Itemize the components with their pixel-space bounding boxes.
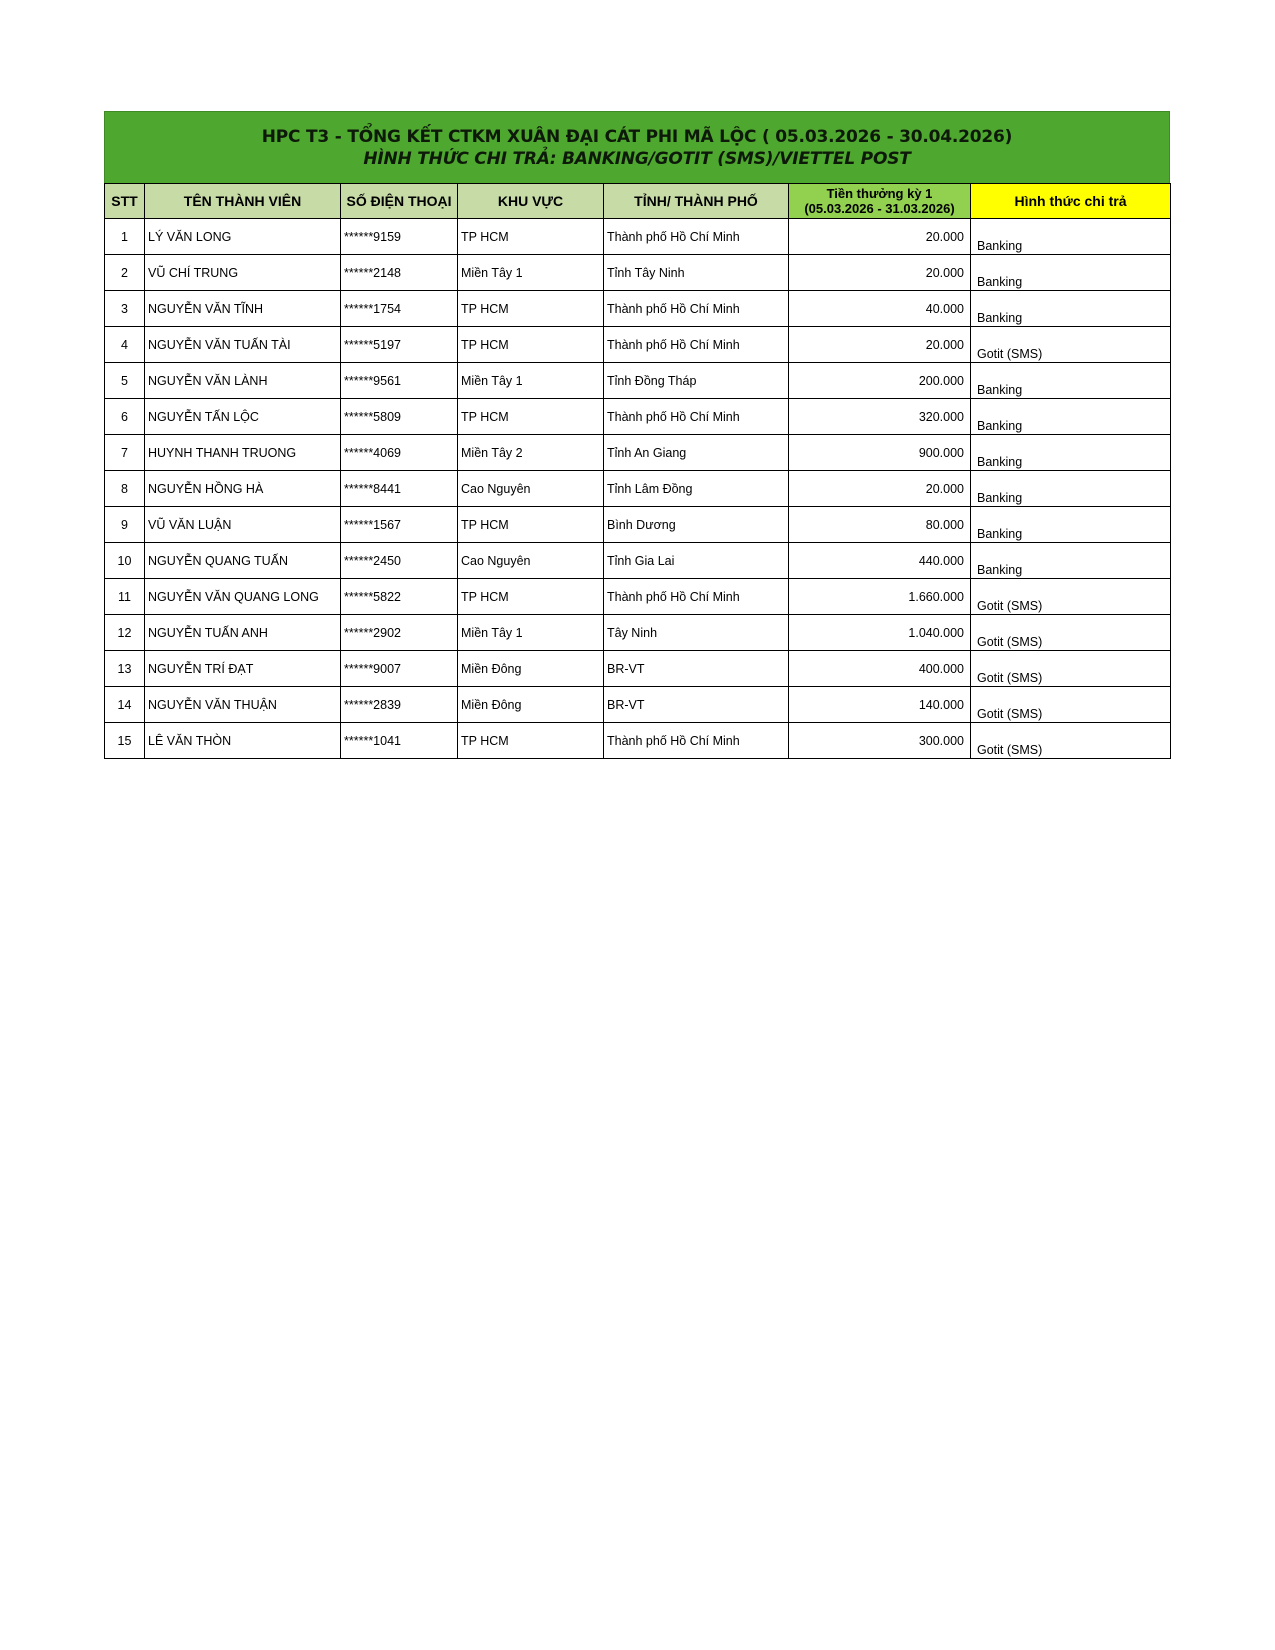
table-row (105, 291, 1171, 327)
amount-header-line2: (05.03.2026 - 31.03.2026) (804, 201, 955, 216)
cell-payment-method: Banking (971, 507, 1171, 543)
table-header-row (105, 184, 1171, 219)
cell-payment-method: Gotit (SMS) (971, 615, 1171, 651)
cell-amount: 900.000 (789, 435, 971, 471)
cell-phone: ******2450 (341, 543, 458, 579)
cell-phone: ******9561 (341, 363, 458, 399)
table-row (105, 579, 1171, 615)
column-header-region: KHU VỰC (458, 184, 604, 219)
cell-province: Tỉnh Đồng Tháp (604, 363, 789, 399)
cell-province: BR-VT (604, 687, 789, 723)
cell-region: TP HCM (458, 723, 604, 759)
table-row (105, 651, 1171, 687)
cell-amount: 200.000 (789, 363, 971, 399)
cell-province: Thành phố Hồ Chí Minh (604, 723, 789, 759)
cell-phone: ******9159 (341, 219, 458, 255)
cell-stt: 10 (105, 543, 145, 579)
cell-stt: 14 (105, 687, 145, 723)
table-row (105, 363, 1171, 399)
cell-payment-method: Banking (971, 399, 1171, 435)
cell-member-name: NGUYỄN TUẤN ANH (145, 615, 341, 651)
cell-payment-method: Banking (971, 543, 1171, 579)
table-row (105, 399, 1171, 435)
table-row (105, 435, 1171, 471)
column-header-amount (789, 184, 971, 219)
reward-summary-sheet (104, 111, 1170, 759)
table-row (105, 327, 1171, 363)
cell-phone: ******2902 (341, 615, 458, 651)
cell-member-name: VŨ CHÍ TRUNG (145, 255, 341, 291)
cell-payment-method: Gotit (SMS) (971, 723, 1171, 759)
cell-phone: ******1041 (341, 723, 458, 759)
cell-amount: 320.000 (789, 399, 971, 435)
cell-payment-method: Gotit (SMS) (971, 579, 1171, 615)
cell-stt: 9 (105, 507, 145, 543)
cell-payment-method: Banking (971, 255, 1171, 291)
cell-member-name: LÝ VĂN LONG (145, 219, 341, 255)
cell-region: TP HCM (458, 399, 604, 435)
table-row (105, 723, 1171, 759)
cell-amount: 300.000 (789, 723, 971, 759)
cell-payment-method: Banking (971, 471, 1171, 507)
cell-region: TP HCM (458, 327, 604, 363)
cell-phone: ******2839 (341, 687, 458, 723)
cell-member-name: NGUYỄN VĂN LÀNH (145, 363, 341, 399)
cell-province: Tỉnh An Giang (604, 435, 789, 471)
cell-amount: 1.040.000 (789, 615, 971, 651)
cell-member-name: HUYNH THANH TRUONG (145, 435, 341, 471)
cell-amount: 40.000 (789, 291, 971, 327)
cell-region: Miền Đông (458, 651, 604, 687)
column-header-province: TỈNH/ THÀNH PHỐ (604, 184, 789, 219)
cell-stt: 12 (105, 615, 145, 651)
cell-member-name: NGUYỄN VĂN THUẬN (145, 687, 341, 723)
table-body (105, 219, 1171, 759)
cell-province: Thành phố Hồ Chí Minh (604, 219, 789, 255)
cell-region: Miền Tây 1 (458, 255, 604, 291)
column-header-phone: SỐ ĐIỆN THOẠI (341, 184, 458, 219)
page-subtitle: HÌNH THỨC CHI TRẢ: BANKING/GOTIT (SMS)/VIETTEL POST (363, 148, 911, 169)
table-row (105, 471, 1171, 507)
cell-region: Miền Tây 1 (458, 615, 604, 651)
cell-province: Tây Ninh (604, 615, 789, 651)
cell-province: Thành phố Hồ Chí Minh (604, 579, 789, 615)
table-row (105, 255, 1171, 291)
cell-amount: 20.000 (789, 327, 971, 363)
cell-stt: 15 (105, 723, 145, 759)
cell-stt: 6 (105, 399, 145, 435)
cell-member-name: NGUYỄN VĂN TUẤN TÀI (145, 327, 341, 363)
cell-member-name: NGUYỄN TRÍ ĐẠT (145, 651, 341, 687)
cell-region: Cao Nguyên (458, 471, 604, 507)
cell-member-name: NGUYỄN HỒNG HÀ (145, 471, 341, 507)
column-header-payment: Hình thức chi trả (971, 184, 1171, 219)
column-header-stt: STT (105, 184, 145, 219)
cell-phone: ******1567 (341, 507, 458, 543)
cell-region: Cao Nguyên (458, 543, 604, 579)
cell-phone: ******4069 (341, 435, 458, 471)
cell-amount: 80.000 (789, 507, 971, 543)
cell-stt: 3 (105, 291, 145, 327)
cell-phone: ******1754 (341, 291, 458, 327)
cell-phone: ******5809 (341, 399, 458, 435)
cell-payment-method: Gotit (SMS) (971, 651, 1171, 687)
members-table (104, 183, 1171, 759)
cell-stt: 1 (105, 219, 145, 255)
title-banner (104, 111, 1170, 183)
cell-province: Tỉnh Lâm Đồng (604, 471, 789, 507)
cell-province: Tỉnh Tây Ninh (604, 255, 789, 291)
table-row (105, 615, 1171, 651)
cell-region: Miền Tây 2 (458, 435, 604, 471)
table-row (105, 219, 1171, 255)
cell-member-name: LÊ VĂN THÒN (145, 723, 341, 759)
cell-stt: 11 (105, 579, 145, 615)
cell-member-name: NGUYỄN TẤN LỘC (145, 399, 341, 435)
cell-phone: ******9007 (341, 651, 458, 687)
cell-payment-method: Banking (971, 363, 1171, 399)
cell-member-name: NGUYỄN VĂN QUANG LONG (145, 579, 341, 615)
cell-payment-method: Banking (971, 219, 1171, 255)
cell-region: TP HCM (458, 291, 604, 327)
amount-header-line1: Tiền thưởng kỳ 1 (826, 186, 933, 201)
cell-amount: 1.660.000 (789, 579, 971, 615)
cell-phone: ******5822 (341, 579, 458, 615)
cell-stt: 7 (105, 435, 145, 471)
cell-stt: 2 (105, 255, 145, 291)
cell-member-name: NGUYỄN VĂN TĨNH (145, 291, 341, 327)
cell-amount: 140.000 (789, 687, 971, 723)
cell-stt: 13 (105, 651, 145, 687)
cell-province: BR-VT (604, 651, 789, 687)
cell-phone: ******2148 (341, 255, 458, 291)
cell-payment-method: Gotit (SMS) (971, 687, 1171, 723)
page-title: HPC T3 - TỔNG KẾT CTKM XUÂN ĐẠI CÁT PHI MÃ LỘC ( 05.03.2026 - 30.04.2026) (261, 126, 1013, 147)
cell-payment-method: Banking (971, 291, 1171, 327)
cell-payment-method: Gotit (SMS) (971, 327, 1171, 363)
cell-province: Bình Dương (604, 507, 789, 543)
cell-province: Tỉnh Gia Lai (604, 543, 789, 579)
cell-region: Miền Tây 1 (458, 363, 604, 399)
cell-stt: 5 (105, 363, 145, 399)
table-row (105, 543, 1171, 579)
cell-phone: ******8441 (341, 471, 458, 507)
cell-stt: 8 (105, 471, 145, 507)
cell-region: TP HCM (458, 507, 604, 543)
cell-province: Thành phố Hồ Chí Minh (604, 399, 789, 435)
cell-member-name: VŨ VĂN LUẬN (145, 507, 341, 543)
cell-region: TP HCM (458, 219, 604, 255)
cell-region: Miền Đông (458, 687, 604, 723)
cell-amount: 20.000 (789, 219, 971, 255)
cell-province: Thành phố Hồ Chí Minh (604, 327, 789, 363)
table-row (105, 507, 1171, 543)
cell-province: Thành phố Hồ Chí Minh (604, 291, 789, 327)
cell-amount: 440.000 (789, 543, 971, 579)
cell-member-name: NGUYỄN QUANG TUẤN (145, 543, 341, 579)
cell-phone: ******5197 (341, 327, 458, 363)
cell-stt: 4 (105, 327, 145, 363)
cell-amount: 20.000 (789, 471, 971, 507)
table-row (105, 687, 1171, 723)
cell-amount: 400.000 (789, 651, 971, 687)
cell-payment-method: Banking (971, 435, 1171, 471)
cell-amount: 20.000 (789, 255, 971, 291)
cell-region: TP HCM (458, 579, 604, 615)
column-header-name: TÊN THÀNH VIÊN (145, 184, 341, 219)
